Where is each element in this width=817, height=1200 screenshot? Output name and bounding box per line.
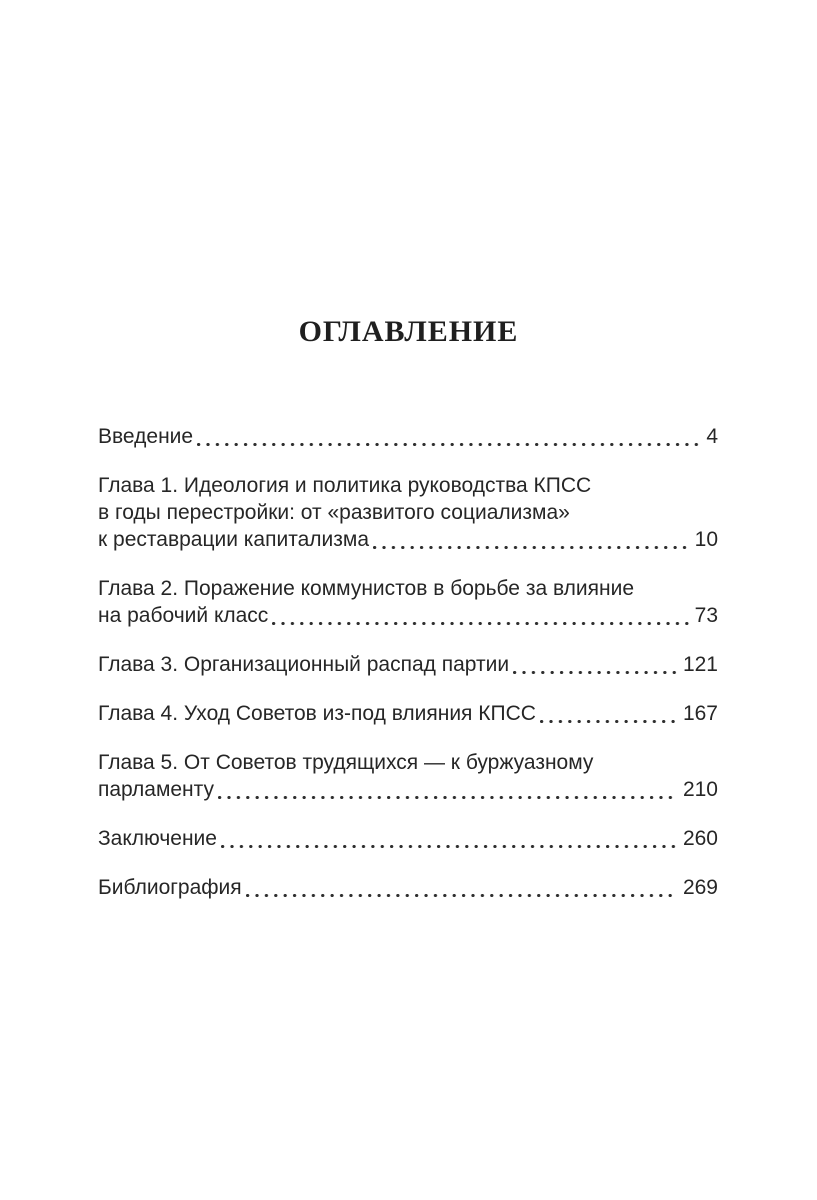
page-number: 10: [694, 528, 718, 551]
toc-entry-line: Глава 1. Идеология и политика руководства КПСС: [98, 474, 592, 497]
toc-entry-lastline: [98, 874, 718, 901]
table-of-contents: [98, 423, 718, 923]
toc-entry: [98, 423, 718, 450]
page-number: 167: [682, 702, 718, 725]
page-number: 121: [682, 653, 718, 676]
toc-entry-lastline: [98, 526, 718, 553]
toc-entry-lastline: [98, 423, 718, 450]
toc-entry-line: в годы перестройки: от «развитого социализма»: [98, 501, 570, 524]
toc-entry-lastline: [98, 825, 718, 852]
toc-entry-lastline: [98, 602, 718, 629]
toc-entry-line: парламенту: [98, 778, 215, 801]
dot-leader: [197, 423, 700, 450]
toc-entry: [98, 651, 718, 678]
page-title: ОГЛАВЛЕНИЕ: [298, 315, 519, 348]
toc-entry-line: на рабочий класс: [98, 604, 269, 627]
dot-leader: [373, 526, 689, 553]
toc-entry: [98, 874, 718, 901]
page-number: 73: [694, 604, 718, 627]
toc-entry: [98, 575, 718, 629]
dot-leader: [540, 700, 677, 727]
toc-entry-line: Глава 5. От Советов трудящихся — к буржуазному: [98, 751, 594, 774]
dot-leader: [246, 874, 677, 901]
page-number: 269: [682, 876, 718, 899]
toc-entry: [98, 825, 718, 852]
dot-leader: [221, 825, 677, 852]
toc-entry-lastline: [98, 651, 718, 678]
toc-entry-lastline: [98, 776, 718, 803]
toc-entry-line: к реставрации капитализма: [98, 528, 370, 551]
dot-leader: [513, 651, 677, 678]
page-number: 260: [682, 827, 718, 850]
toc-entry-line: Библиография: [98, 876, 242, 899]
toc-entry: [98, 700, 718, 727]
toc-entry-line: Глава 3. Организационный распад партии: [98, 653, 510, 676]
page-number: 210: [682, 778, 718, 801]
toc-entry-line: Введение: [98, 425, 194, 448]
dot-leader: [218, 776, 677, 803]
dot-leader: [272, 602, 688, 629]
toc-entry: [98, 749, 718, 803]
toc-entry: [98, 472, 718, 553]
toc-entry-lastline: [98, 700, 718, 727]
toc-entry-line: Заключение: [98, 827, 217, 850]
page-number: 4: [706, 425, 718, 448]
toc-entry-line: Глава 2. Поражение коммунистов в борьбе за влияние: [98, 577, 635, 600]
toc-entry-line: Глава 4. Уход Советов из-под влияния КПСС: [98, 702, 536, 725]
